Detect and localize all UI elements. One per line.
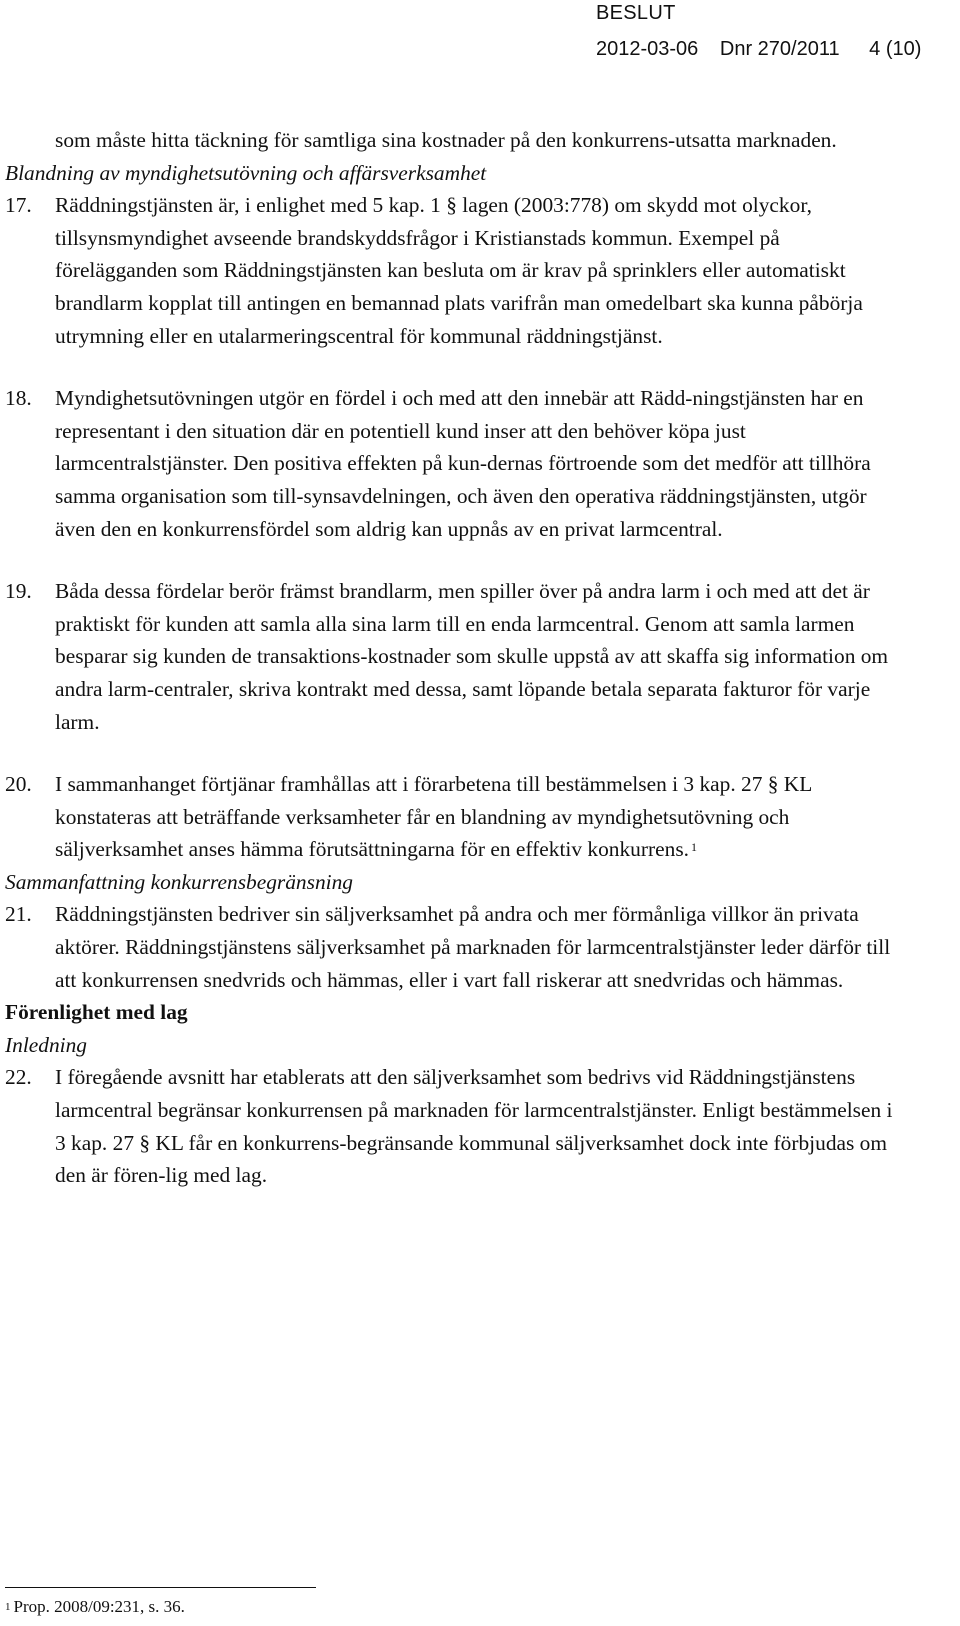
document-date: 2012-03-06 [596,38,699,60]
paragraph-text: I sammanhanget förtjänar framhållas att i förarbetena till bestämmelsen i 3 kap. 27 § KL konstateras att beträffande verksamheter får en blandning av myndighetsutövning och säljverksamhet anses hämma förutsättningarna för en effektiv konkurrens. [55,772,812,862]
paragraph-19 [5,575,905,738]
footnote [5,1596,185,1618]
footnote-divider [5,1587,316,1588]
paragraph-text: Båda dessa fördelar berör främst brandlarm, men spiller över på andra larm i och med att det är praktiskt för kunden att samla alla sina larm till en enda larmcentral. Genom att samla larmen besparar sig kunden de transaktions-kostnader som skulle uppstå av att skaffa sig information om andra larm-centraler, skriva kontrakt med dessa, samt löpande betala separata fakturor för varje larm. [55,579,889,734]
section-heading-blandning: Blandning av myndighetsutövning och affärsverksamhet [5,160,487,185]
document-meta [596,38,921,61]
paragraph-20 [5,768,905,866]
paragraph-number: 17. [5,193,32,218]
intro-text: som måste hitta täckning för samtliga sina kostnader på den konkurrens-utsatta marknaden. [55,128,837,152]
paragraph-text: I föregående avsnitt har etablerats att den säljverksamhet som bedrivs vid Räddningstjänstens larmcentral begränsar konkurrensen på marknaden för larmcentralstjänster. Enligt bestämmelsen i 3 kap. 27 § KL får en konkurrens-begränsande kommunal säljverksamhet dock inte förbjudas om den är fören-lig med lag. [55,1065,893,1188]
paragraph-number: 22. [5,1065,32,1090]
paragraph-text: Räddningstjänsten bedriver sin säljverksamhet på andra och mer förmånliga villkor än privata aktörer. Räddningstjänstens säljverksamhet på marknaden för larmcentralstjänster leder därför till att konkurrensen snedvrids och hämmas, eller i vart fall riskerar att snedvridas och hämmas. [55,902,891,992]
section-heading-forenlighet: Förenlighet med lag [5,1000,188,1025]
document-type: BESLUT [596,2,676,24]
footnote-text: Prop. 2008/09:231, s. 36. [13,1597,185,1616]
paragraph-22 [5,1061,905,1191]
paragraph-17 [5,189,905,352]
subsection-heading-inledning: Inledning [5,1032,87,1057]
paragraph-number: 18. [5,386,32,411]
footnote-reference[interactable]: 1 [691,840,697,855]
paragraph-number: 20. [5,772,32,797]
paragraph-21 [5,898,905,996]
page-number: 4 (10) [869,38,922,60]
paragraph-number: 19. [5,579,32,604]
section-heading-sammanfattning: Sammanfattning konkurrensbegränsning [5,869,353,894]
paragraph-text: Myndighetsutövningen utgör en fördel i och med att den innebär att Rädd-ningstjänsten har en representant i den situation där en potentiell kund inser att den behöver köpa just larmcentralstjänster. Den positiva effekten på kun-dernas förtroende som det medför att tillhöra samma organisation som till-synsavdelningen, och även den operativa räddningstjänsten, utgör även den en konkurrensfördel som aldrig kan uppnås av en privat larmcentral. [55,386,871,541]
footnote-mark: 1 [5,1601,11,1613]
document-dnr: Dnr 270/2011 [719,38,840,60]
paragraph-18 [5,382,905,545]
paragraph-text: Räddningstjänsten är, i enlighet med 5 kap. 1 § lagen (2003:778) om skydd mot olyckor, tillsynsmyndighet avseende brandskyddsfrågor i Kristianstads kommun. Exempel på förelägganden som Räddningstjänsten kan besluta om är krav på sprinklers eller automatiskt brandlarm kopplat till antingen en bemannad plats varifrån man omedelbart ska kunna påbörja utrymning eller en utalarmeringscentral för kommunal räddningstjänst. [55,193,863,348]
paragraph-number: 21. [5,902,32,927]
document-body [5,124,905,1192]
intro-paragraph [5,124,905,157]
